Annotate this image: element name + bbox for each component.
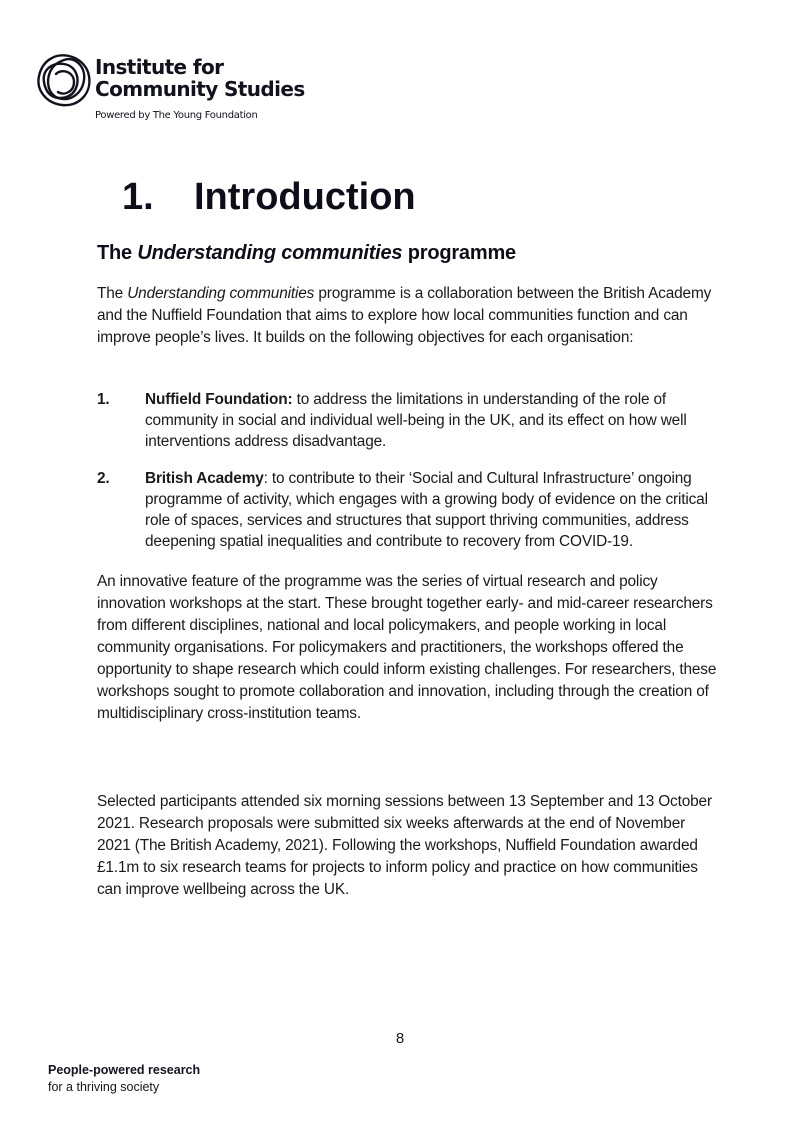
workshops-paragraph: An innovative feature of the programme was the series of virtual research and policy innovation workshops at the start. These brought together early- and mid-career researchers from different disciplines, national and local policymakers, and people working in local community organisations. For policymakers and practitioners, the workshops offered the opportunity to shape research which could inform existing challenges. For researchers, these workshops sought to promote collaboration and innovation, including through the creation of multidisciplinary cross-institution teams. bbox=[97, 573, 717, 722]
objective-org: Nuffield Foundation: bbox=[145, 391, 293, 408]
logo-tagline: Powered by The Young Foundation bbox=[95, 110, 258, 121]
chapter-number: 1. bbox=[122, 176, 154, 218]
objective-marker: 1. bbox=[97, 391, 110, 408]
objective-text: : to contribute to their ‘Social and Cultural Infrastructure’ ongoing programme of activity, which engages with a growing body of evidence on the critical role of spaces, services and structures that support thriving communities, address deepening spatial inequalities and contribute to recovery from COVID-19. bbox=[145, 470, 708, 550]
objective-text: to address the limitations in understanding of the role of community in social and individual well-being in the UK, and its effect on how well interventions address disadvantage. bbox=[145, 391, 687, 450]
logo-name-line2: Community Studies bbox=[95, 77, 305, 101]
section-heading-suffix: programme bbox=[402, 242, 516, 264]
page-number: 8 bbox=[395, 1030, 405, 1047]
logo-name bbox=[95, 56, 305, 100]
intro-italic: Understanding communities bbox=[127, 285, 315, 302]
objective-item bbox=[97, 468, 717, 552]
footer-line1: People-powered research bbox=[48, 1063, 201, 1077]
chapter-title bbox=[122, 174, 416, 220]
sessions-paragraph: Selected participants attended six morning sessions between 13 September and 13 October 2021. Research proposals were submitted six weeks afterwards at the end of November 2021 (The British Academy, 2021). Following the workshops, Nuffield Foundation awarded £1.1m to six research teams for projects to inform policy and practice on how communities can improve wellbeing across the UK. bbox=[97, 793, 712, 898]
intro-rest: programme is a collaboration between the British Academy and the Nuffield Foundation that aims to explore how local communities function and can improve people’s lives. It builds on the following objectives for each organisation: bbox=[97, 285, 712, 346]
chapter-title-text: Introduction bbox=[194, 176, 416, 218]
section-heading-italic: Understanding communities bbox=[137, 242, 403, 264]
interlocking-loops-icon bbox=[34, 52, 92, 108]
footer-slogan bbox=[48, 1062, 200, 1096]
logo bbox=[34, 52, 334, 132]
footer-line2: for a thriving society bbox=[48, 1080, 160, 1094]
objective-org: British Academy bbox=[145, 470, 264, 487]
section-heading-prefix: The bbox=[97, 242, 138, 264]
objective-item bbox=[97, 389, 717, 452]
objectives-list bbox=[97, 389, 717, 568]
objective-marker: 2. bbox=[97, 470, 110, 487]
intro-prefix: The bbox=[97, 285, 128, 302]
intro-paragraph bbox=[97, 283, 717, 349]
section-heading bbox=[97, 240, 516, 266]
logo-name-line1: Institute for bbox=[95, 55, 224, 79]
